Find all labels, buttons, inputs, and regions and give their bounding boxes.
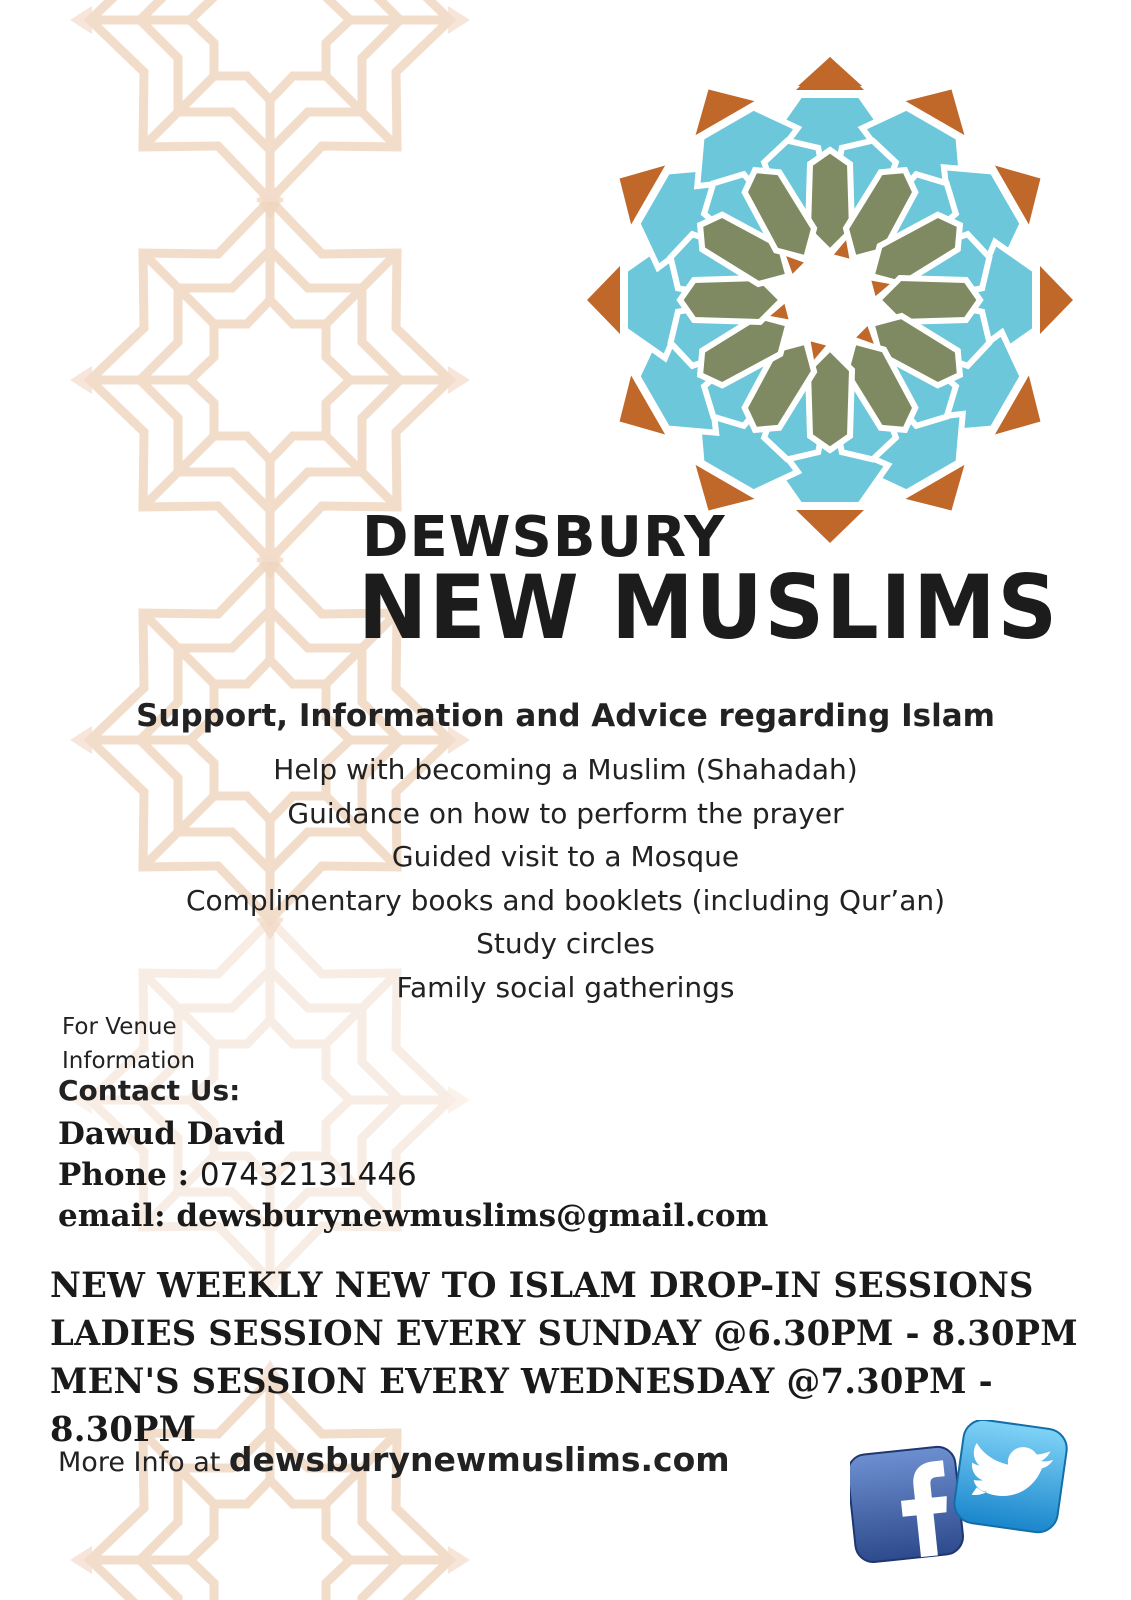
brand-name-top: DEWSBURY [362,505,726,570]
phone-number[interactable]: 07432131446 [199,1157,417,1193]
service-item: Guidance on how to perform the prayer [287,796,844,830]
venue-line: For Venue [62,1014,177,1040]
session-line: LADIES SESSION EVERY SUNDAY @6.30PM - 8.30PM [50,1313,1078,1354]
phone-label: Phone : [58,1157,200,1193]
venue-note [62,1010,195,1078]
session-line: NEW WEEKLY NEW TO ISLAM DROP-IN SESSIONS [50,1265,1034,1306]
facebook-icon[interactable] [850,1445,965,1564]
email-address[interactable]: dewsburynewmuslims@gmail.com [176,1198,769,1234]
twitter-icon[interactable] [952,1420,1069,1535]
service-item: Study circles [476,927,655,960]
session-line: MEN'S SESSION EVERY WEDNESDAY @7.30PM - 8.30PM [50,1361,993,1450]
contact-email-row [58,1196,768,1237]
social-icons [850,1420,1070,1570]
service-item: Help with becoming a Muslim (Shahadah) [273,753,858,786]
brand-name-main: NEW MUSLIMS [358,556,1059,659]
contact-block [58,1114,768,1237]
contact-title: Contact Us: [58,1074,241,1107]
email-label: email: [58,1198,177,1234]
geometric-star-rosette-icon [585,55,1075,545]
more-info [58,1440,730,1479]
service-item: Complimentary books and booklets (including Qur’an) [185,883,946,917]
service-item: Guided visit to a Mosque [391,840,740,873]
more-info-label: More Info at [58,1447,229,1478]
contact-phone-row [58,1155,768,1196]
tagline: Support, Information and Advice regarding Islam [136,698,995,734]
services-list [0,748,1131,1009]
contact-name: Dawud David [58,1116,286,1152]
service-item: Family social gatherings [396,970,735,1004]
website-link[interactable]: dewsburynewmuslims.com [228,1440,730,1479]
venue-line: Information [62,1048,196,1074]
